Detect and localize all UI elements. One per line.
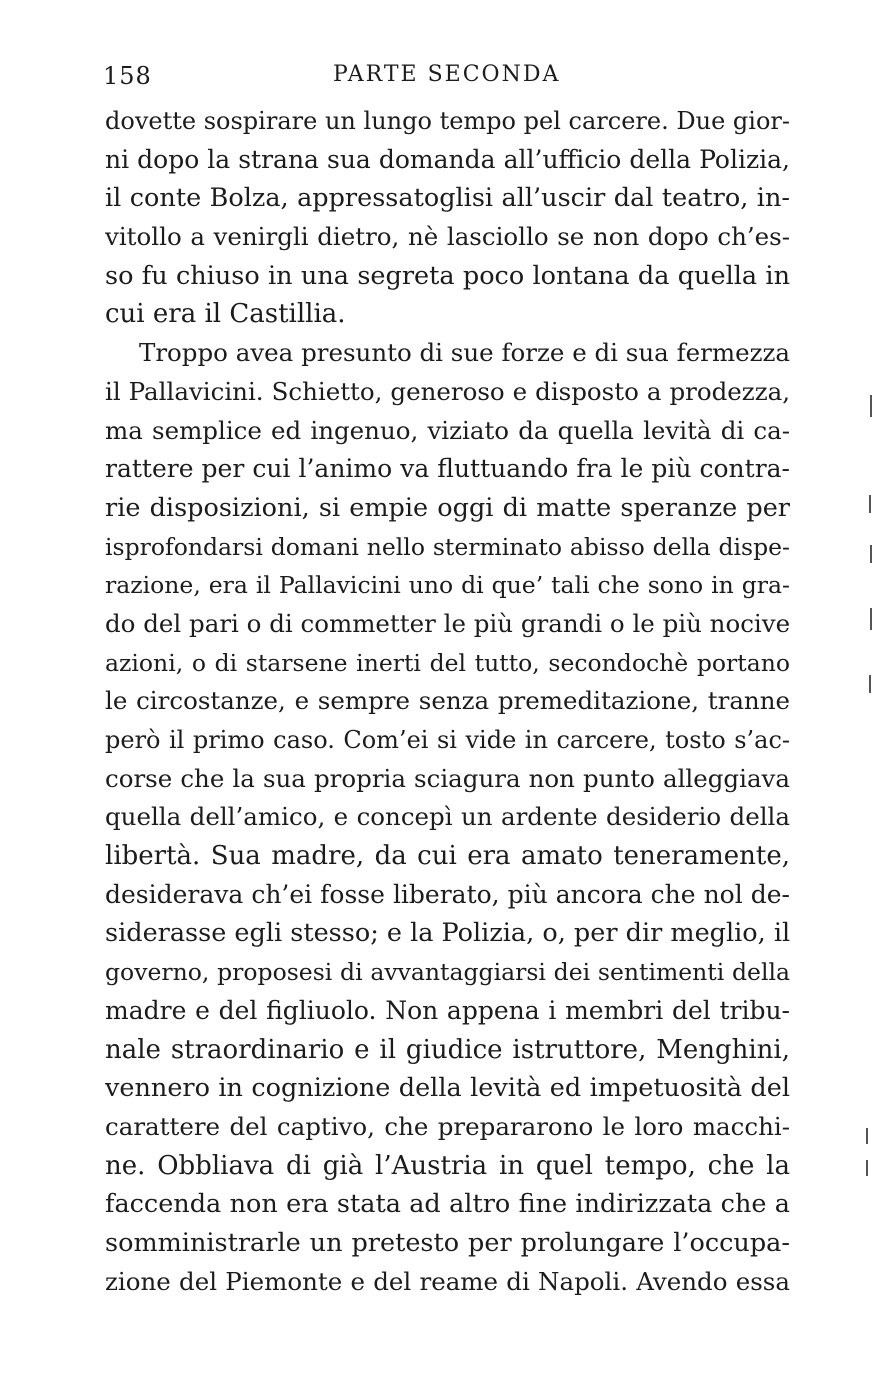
scan-mark (869, 495, 871, 513)
text-line: il Pallavicini. Schietto, generoso e disposto a prodezza, (105, 376, 790, 406)
text-line: faccenda non era stata ad altro fine indirizzata che a (105, 1189, 790, 1220)
text-line: vennero in cognizione della levità ed impetuosità del (105, 1073, 790, 1104)
text-line: somministrarle un pretesto per prolungare l’occupa- (105, 1227, 790, 1258)
text-line: ni dopo la strana sua domanda all’ufficio della Polizia, (105, 144, 790, 174)
scan-mark (870, 545, 872, 563)
text-line: do del pari o di commetter le più grandi o le più nocive (105, 608, 790, 638)
text-line: rattere per cui l’animo va fluttuando fra le più contra- (105, 454, 790, 484)
text-line: nale straordinario e il giudice istruttore, Menghini, (105, 1034, 790, 1065)
text-line: il conte Bolza, appressatoglisi all’uscir dal teatro, in- (105, 183, 790, 214)
running-head: PARTE SECONDA (333, 62, 561, 87)
text-line: vitollo a venirgli dietro, nè lasciollo se non dopo ch’es- (105, 222, 790, 252)
text-line: quella dell’amico, e concepì un ardente desiderio della (105, 802, 790, 832)
text-line: Troppo avea presunto di sue forze e di sua fermezza (139, 338, 790, 368)
text-line: razione, era il Pallavicini uno di que’ tali che sono in gra- (105, 571, 790, 600)
text-line: governo, proposesi di avvantaggiarsi dei sentimenti della (105, 958, 790, 987)
scan-mark (866, 1128, 868, 1144)
text-line: dovette sospirare un lungo tempo pel carcere. Due gior- (105, 107, 790, 135)
text-line: carattere del captivo, che prepararono le loro macchi- (105, 1111, 790, 1141)
page-header (103, 62, 788, 98)
text-line: ma semplice ed ingenuo, viziato da quella levità di ca- (105, 415, 790, 445)
text-line: madre e del figliuolo. Non appena i membri del tribu- (105, 995, 790, 1025)
body-text (105, 102, 790, 1301)
text-line: libertà. Sua madre, da cui era amato teneramente, (105, 841, 790, 872)
scan-mark (870, 395, 872, 417)
text-line: però il primo caso. Com’ei si vide in carcere, tosto s’ac- (105, 726, 790, 754)
scan-mark (869, 675, 871, 693)
text-line: cui era il Castillia. (105, 299, 346, 330)
text-line: siderasse egli stesso; e la Polizia, o, per dir meglio, il (105, 918, 790, 949)
text-line: desiderava ch’ei fosse liberato, più ancora che nol de- (105, 879, 790, 909)
text-line: ne. Obbliava di già l’Austria in quel tempo, che la (105, 1150, 790, 1181)
page-number: 158 (103, 62, 152, 90)
text-line: isprofondarsi domani nello sterminato abisso della dispe- (105, 532, 790, 561)
scan-mark (870, 608, 872, 630)
scan-mark (866, 1160, 868, 1176)
text-line: corse che la sua propria sciagura non punto alleggiava (105, 763, 790, 793)
text-line: zione del Piemonte e del reame di Napoli. Avendo essa (105, 1266, 790, 1296)
text-line: rie disposizioni, si empie oggi di matte speranze per (105, 492, 790, 523)
text-line: so fu chiuso in una segreta poco lontana da quella in (105, 260, 790, 291)
text-line: azioni, o di starsene inerti del tutto, secondochè portano (105, 648, 790, 677)
text-line: le circostanze, e sempre senza premeditazione, tranne (105, 686, 790, 716)
